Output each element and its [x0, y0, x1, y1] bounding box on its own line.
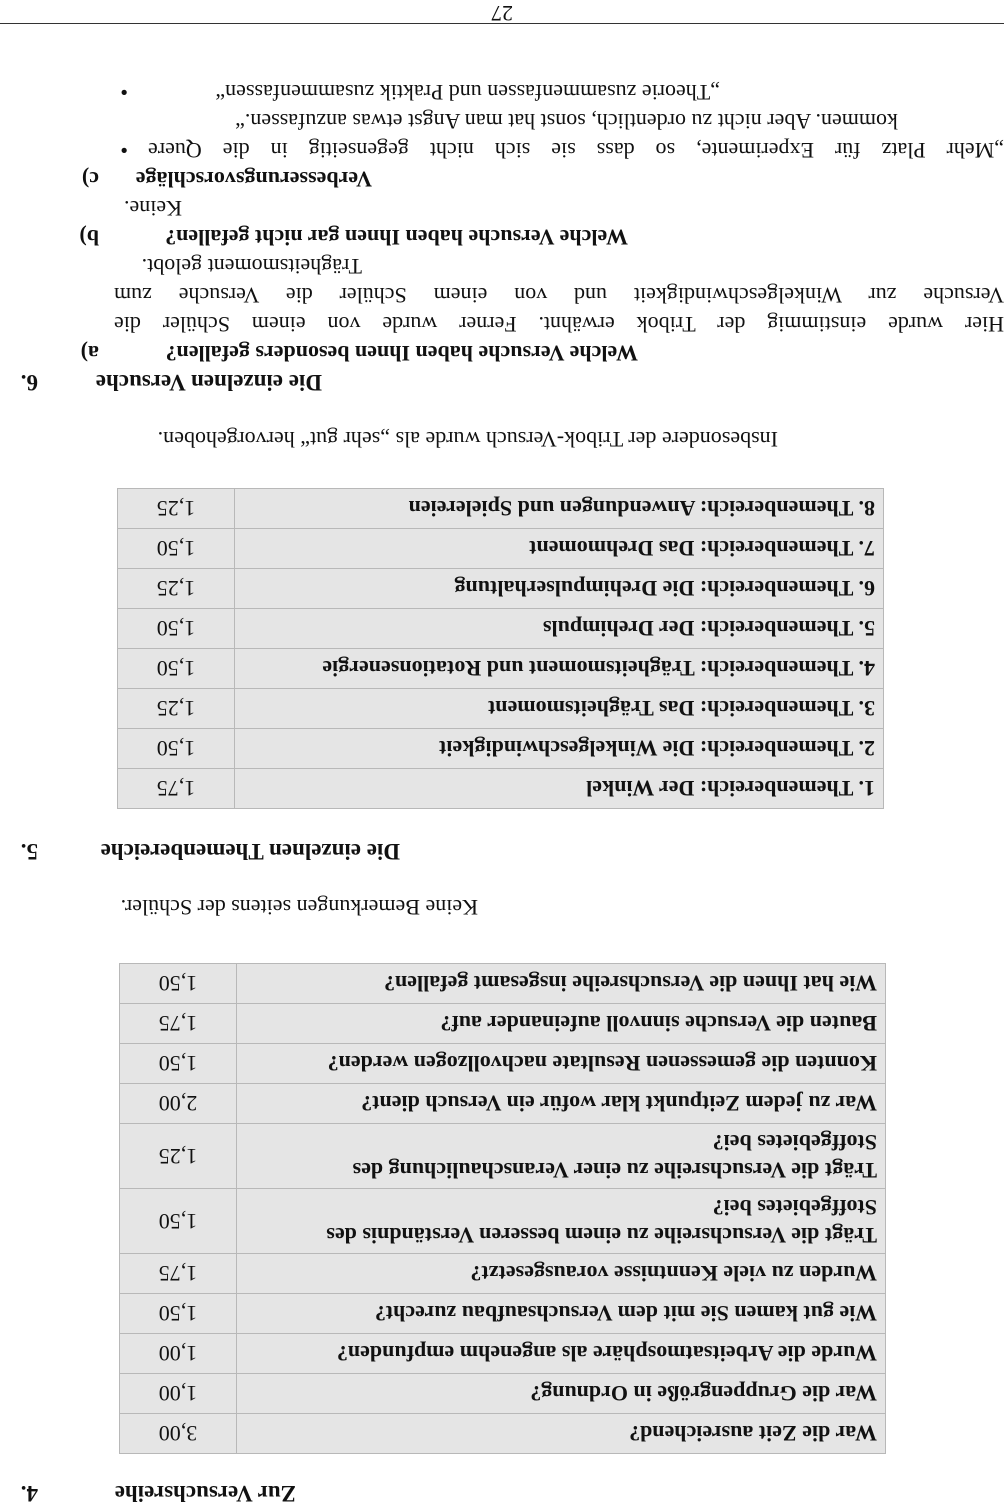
- section5-rating-table: [117, 488, 884, 809]
- section6-a-answer-line2: Versuche zur Winkelgeschwindigkeit und von einem Schüler die Versuche zum: [114, 283, 1004, 308]
- bullet-2: •: [120, 80, 128, 105]
- table-row: [118, 689, 884, 729]
- table-row: [120, 1189, 886, 1254]
- table-row: [118, 649, 884, 689]
- section6-c-question: Verbesserungsvorschläge: [135, 167, 372, 192]
- question-cell: Wurde die Arbeitsatmosphäre als angenehm empfunden?: [237, 1334, 886, 1374]
- rating-cell: 1,50: [118, 729, 235, 769]
- table-row: [118, 609, 884, 649]
- rating-cell: 1,50: [118, 529, 235, 569]
- table-row: [120, 1004, 886, 1044]
- section6-a-question: Welche Versuche haben Ihnen besonders gefallen?: [165, 341, 638, 366]
- question-cell: 1. Themenbereich: Der Winkel: [235, 769, 884, 809]
- header-rule: [0, 23, 1004, 24]
- table-row: [120, 1374, 886, 1414]
- rating-cell: 1,25: [120, 1124, 237, 1189]
- section6-b-answer: Keine.: [123, 196, 182, 221]
- section6-c-bullet1-line1: „Mehr Platz für Experimente, so dass sie sich nicht gegenseitig in die Quere: [148, 138, 1004, 163]
- question-cell: Trägt die Versuchsreihe zu einem besseren Verständnis des Stoffgebietes bei?: [237, 1189, 886, 1254]
- table-row: [120, 1124, 886, 1189]
- rating-cell: 1,50: [120, 1189, 237, 1254]
- question-cell: 2. Themenbereich: Die Winkelgeschwindigkeit: [235, 729, 884, 769]
- rating-cell: 1,00: [120, 1334, 237, 1374]
- question-cell: War zu jedem Zeitpunkt klar wofür ein Versuch dient?: [237, 1084, 886, 1124]
- question-cell: 5. Themenbereich: Der Drehimpuls: [235, 609, 884, 649]
- table-row: [118, 769, 884, 809]
- rating-cell: 3,00: [120, 1414, 237, 1454]
- section6-c-label: c): [81, 167, 99, 192]
- table-row: [120, 1414, 886, 1454]
- bullet-1: •: [120, 138, 128, 163]
- question-cell: Konnten die gemessenen Resultate nachvollzogen werden?: [237, 1044, 886, 1084]
- question-cell: Wie hat Ihnen die Versuchsreihe insgesamt gefallen?: [237, 964, 886, 1004]
- section6-a-answer-line3: Trägheitsmoment gelobt.: [141, 254, 362, 279]
- table-row: [120, 1254, 886, 1294]
- rating-cell: 1,25: [118, 689, 235, 729]
- question-cell: 4. Themenbereich: Trägheitsmoment und Rotationsenergie: [235, 649, 884, 689]
- rating-cell: 1,50: [118, 609, 235, 649]
- section6-number: 6.: [20, 370, 38, 395]
- section5-number: 5.: [20, 839, 38, 864]
- section4-heading: Zur Versuchsreihe: [114, 1481, 296, 1506]
- rating-cell: 1,50: [120, 964, 237, 1004]
- rating-cell: 1,50: [120, 1044, 237, 1084]
- section5-remark: Insbesondere der Tribok-Versuch wurde als „sehr gut“ hervorgehoben.: [157, 427, 778, 452]
- section5-heading: Die einzelnen Themenbereiche: [100, 839, 400, 864]
- question-cell: 8. Themenbereich: Anwendungen und Spielereien: [235, 489, 884, 529]
- rating-cell: 1,00: [120, 1374, 237, 1414]
- section6-a-answer-line1: Hier wurde einstimmig der Tribok erwähnt. Ferner wurde von einem Schüler die: [114, 312, 1004, 337]
- section6-heading: Die einzelnen Versuche: [95, 370, 322, 395]
- rating-cell: 1,50: [118, 649, 235, 689]
- rating-cell: 1,75: [120, 1004, 237, 1044]
- question-cell: Wie gut kamen Sie mit dem Versuchsaufbau zurecht?: [237, 1294, 886, 1334]
- section6-c-bullet1-line2: kommen. Aber nicht zu ordentlich, sonst hat man Angst etwas anzufassen.“: [235, 109, 898, 134]
- question-cell: Wurden zu viele Kenntnisse vorausgesetzt?: [237, 1254, 886, 1294]
- table-row: [118, 489, 884, 529]
- rating-cell: 1,50: [120, 1294, 237, 1334]
- table-row: [120, 1294, 886, 1334]
- section4-number: 4.: [20, 1481, 38, 1506]
- question-cell: 7. Themenbereich: Das Drehmoment: [235, 529, 884, 569]
- table-row: [120, 1084, 886, 1124]
- section4-remark: Keine Bemerkungen seitens der Schüler.: [120, 895, 478, 920]
- question-cell: 3. Themenbereich: Das Trägheitsmoment: [235, 689, 884, 729]
- section6-b-label: b): [79, 225, 99, 250]
- rating-cell: 1,75: [118, 769, 235, 809]
- question-cell: Trägt die Versuchsreihe zu einer Veranschaulichung des Stoffgebietes bei?: [237, 1124, 886, 1189]
- table-row: [118, 569, 884, 609]
- table-row: [118, 729, 884, 769]
- question-cell: Bauten die Versuche sinnvoll aufeinander auf?: [237, 1004, 886, 1044]
- table-row: [120, 1044, 886, 1084]
- question-cell: War die Zeit ausreichend?: [237, 1414, 886, 1454]
- rating-cell: 1,25: [118, 569, 235, 609]
- table-row: [120, 1334, 886, 1374]
- page-number: 27: [491, 1, 513, 26]
- question-cell: War die Gruppengröße in Ordnung?: [237, 1374, 886, 1414]
- section6-b-question: Welche Versuche haben Ihnen gar nicht gefallen?: [165, 225, 628, 250]
- section6-a-label: a): [80, 341, 99, 366]
- table-row: [118, 529, 884, 569]
- section4-rating-table: [119, 963, 886, 1454]
- rating-cell: 1,25: [118, 489, 235, 529]
- rating-cell: 1,75: [120, 1254, 237, 1294]
- table-row: [120, 964, 886, 1004]
- section6-c-bullet2: „Theorie zusammenfassen und Praktik zusammenfassen“: [215, 80, 720, 105]
- rating-cell: 2,00: [120, 1084, 237, 1124]
- question-cell: 6. Themenbereich: Die Drehimpulserhaltung: [235, 569, 884, 609]
